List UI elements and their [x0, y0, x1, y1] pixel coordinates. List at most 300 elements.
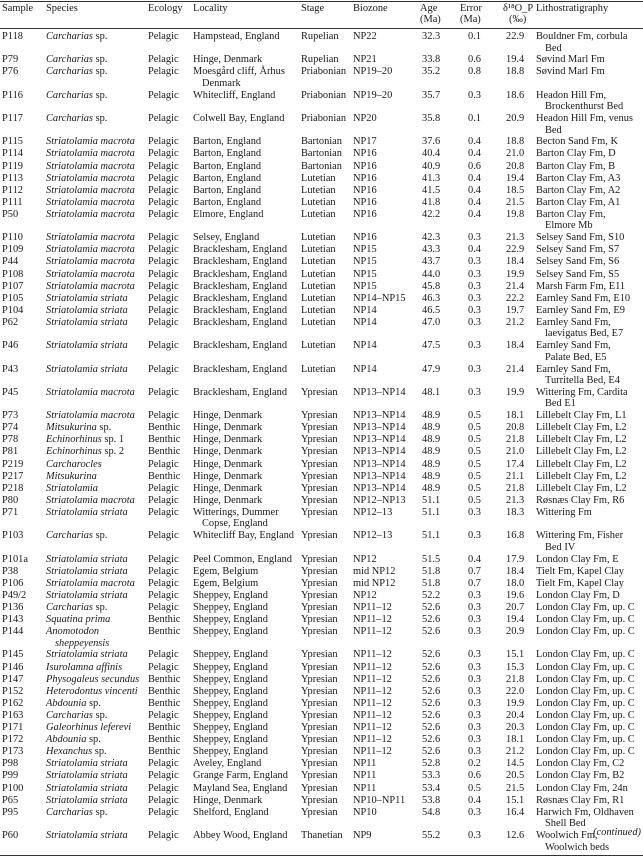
lithostratigraphy-cell: Headon Hill Fm, — [536, 89, 607, 101]
locality-cell: Hinge, Denmark — [193, 482, 263, 494]
stage-cell: Lutetian — [301, 208, 336, 220]
stage-cell: Lutetian — [301, 196, 336, 208]
d18o-cell: 19.4 — [506, 614, 525, 625]
biozone-cell: NP15 — [353, 256, 377, 268]
sample-cell: P219 — [2, 458, 24, 470]
biozone-cell: NP12 — [353, 553, 377, 565]
age-cell: 33.8 — [422, 54, 441, 66]
locality-cell: Denmark — [202, 77, 241, 89]
d18o-cell: 21.8 — [506, 434, 525, 446]
error-cell: 0.3 — [468, 340, 481, 352]
ecology-cell: Pelagic — [148, 794, 179, 806]
stage-cell: Ypresian — [301, 446, 338, 458]
ecology-cell: Pelagic — [148, 577, 179, 589]
stage-cell: Ypresian — [301, 661, 338, 673]
age-cell: 47.5 — [422, 340, 441, 352]
stage-cell: Ypresian — [301, 782, 338, 794]
species-cell — [46, 317, 128, 329]
d18o-cell: 17.9 — [506, 553, 525, 565]
locality-cell: Sheppey, England — [193, 626, 268, 638]
species-name: Striatolamia macrota — [46, 196, 135, 208]
lithostratigraphy-cell: Wittering Fm, Fisher — [536, 530, 624, 542]
species-cell — [46, 795, 128, 807]
ecology-cell: Pelagic — [148, 208, 179, 220]
species-name: Carcharias — [46, 601, 93, 613]
species-name: Striatolamia macrota — [46, 494, 135, 506]
biozone-cell: NP12–NP13 — [353, 494, 406, 506]
d18o-cell: 18.6 — [506, 89, 525, 101]
species-cell — [46, 614, 110, 626]
d18o-cell: 21.4 — [506, 363, 525, 375]
sample-cell: P107 — [2, 280, 24, 292]
stage-cell: Ypresian — [301, 422, 338, 434]
stage-cell: Ypresian — [301, 685, 338, 697]
lithostratigraphy-cell: London Clay Fm, up. C — [536, 601, 635, 613]
species-name: Striatolamia macrota — [46, 136, 135, 148]
species-name: Galeorhinus leferevi — [46, 722, 132, 733]
biozone-cell: NP11–12 — [353, 746, 392, 758]
sample-cell: P116 — [2, 89, 23, 101]
species-name: Striatolamia macrota — [46, 172, 135, 184]
sample-cell: P76 — [2, 66, 19, 78]
header-ecology: Ecology — [148, 3, 183, 14]
species-name: Striatolamia macrota — [46, 268, 135, 280]
ecology-cell: Pelagic — [148, 482, 179, 494]
species-cell — [46, 173, 135, 185]
d18o-cell: 18.5 — [506, 184, 525, 196]
lithostratigraphy-cell: Barton Clay Fm, A1 — [536, 196, 621, 208]
species-cell — [46, 459, 102, 471]
age-cell: 52.6 — [422, 734, 441, 746]
species-name: Echinorhinus — [46, 434, 102, 446]
species-cell — [46, 66, 107, 78]
sample-cell: P60 — [2, 830, 19, 841]
species-qualifier: sp. 1 — [101, 434, 125, 446]
locality-cell: Hinge, Denmark — [193, 410, 263, 422]
species-name: Abdounia — [46, 697, 87, 709]
lithostratigraphy-cell: Woolwich beds — [545, 841, 610, 853]
biozone-cell: NP12–13 — [353, 530, 393, 542]
species-name: Striatolamia macrota — [46, 386, 135, 398]
locality-cell: Whitecliff, England — [193, 89, 276, 101]
stage-cell: Rupelian — [301, 54, 339, 66]
ecology-cell: Pelagic — [148, 244, 179, 256]
lithostratigraphy-cell: Søvind Marl Fm — [536, 66, 605, 78]
lithostratigraphy-cell: Barton Clay Fm, A3 — [536, 172, 621, 184]
species-name: Striatolamia striata — [46, 292, 128, 304]
locality-cell: Mayland Sea, England — [193, 782, 288, 794]
species-qualifier: sp. — [92, 746, 107, 758]
error-cell: 0.3 — [468, 386, 481, 398]
sample-cell: P171 — [2, 722, 24, 733]
lithostratigraphy-cell: Lillebelt Clay Fm, L2 — [536, 482, 627, 494]
stage-cell: Lutetian — [301, 244, 336, 256]
sample-cell: P38 — [2, 565, 19, 577]
locality-cell: Witterings, Dummer — [193, 506, 279, 518]
species-cell — [46, 136, 135, 148]
d18o-cell: 18.4 — [506, 340, 525, 352]
stage-cell: Bartonian — [301, 160, 342, 172]
d18o-cell: 22.0 — [506, 685, 525, 697]
age-cell: 43.3 — [422, 244, 441, 256]
ecology-cell: Pelagic — [148, 494, 179, 506]
d18o-cell: 18.8 — [506, 136, 525, 148]
age-cell: 52.6 — [422, 661, 441, 673]
sample-cell: P118 — [2, 31, 23, 42]
locality-cell: Sheppey, England — [193, 649, 268, 661]
ecology-cell: Pelagic — [148, 758, 179, 770]
stage-cell: Ypresian — [301, 626, 338, 638]
lithostratigraphy-cell: Barton Clay Fm, B — [536, 160, 616, 172]
locality-cell: Hinge, Denmark — [193, 54, 263, 66]
age-cell: 48.9 — [422, 458, 441, 470]
d18o-cell: 21.4 — [506, 280, 525, 292]
d18o-cell: 16.8 — [506, 530, 525, 542]
locality-cell: Aveley, England — [193, 758, 262, 770]
age-cell: 52.6 — [422, 649, 441, 661]
sample-cell: P109 — [2, 244, 24, 256]
species-cell — [46, 783, 128, 795]
ecology-cell: Pelagic — [148, 136, 179, 148]
age-cell: 55.2 — [422, 830, 441, 841]
d18o-cell: 18.4 — [506, 256, 525, 268]
ecology-cell: Benthic — [148, 746, 181, 758]
ecology-cell: Pelagic — [148, 589, 179, 601]
biozone-cell: NP13–NP14 — [353, 422, 406, 434]
species-cell — [46, 649, 128, 661]
stage-cell: Thanetian — [301, 830, 343, 841]
stage-cell: Ypresian — [301, 614, 338, 625]
error-cell: 0.3 — [468, 316, 481, 328]
ecology-cell: Pelagic — [148, 316, 179, 328]
species-cell — [46, 293, 128, 305]
d18o-cell: 21.8 — [506, 673, 525, 685]
age-cell: 51.1 — [422, 506, 441, 518]
error-cell: 0.4 — [468, 208, 481, 220]
stage-cell: Ypresian — [301, 746, 338, 758]
lithostratigraphy-cell: Barton Clay Fm, — [536, 208, 606, 220]
age-cell: 48.9 — [422, 434, 441, 446]
d18o-cell: 22.9 — [506, 244, 525, 256]
biozone-cell: NP11–12 — [353, 661, 392, 673]
d18o-cell: 15.1 — [506, 649, 525, 661]
locality-cell: Bracklesham, England — [193, 316, 288, 328]
sample-cell: P143 — [2, 614, 24, 625]
sample-cell: P81 — [2, 446, 19, 458]
biozone-cell: NP9 — [353, 830, 372, 841]
species-cell — [46, 209, 135, 221]
ecology-cell: Benthic — [148, 697, 181, 709]
species-name: Striatolamia macrota — [46, 410, 135, 422]
error-cell: 0.4 — [468, 244, 481, 256]
ecology-cell: Pelagic — [148, 256, 179, 268]
age-cell: 47.9 — [422, 363, 441, 375]
lithostratigraphy-cell: Røsnæs Clay Fm, R1 — [536, 794, 625, 806]
sample-cell: P115 — [2, 136, 23, 148]
d18o-cell: 19.6 — [506, 589, 525, 601]
biozone-cell: NP11–12 — [353, 734, 392, 746]
d18o-cell: 20.8 — [506, 422, 525, 434]
species-name: Carcharocles — [46, 458, 102, 470]
locality-cell: Hinge, Denmark — [193, 494, 263, 506]
age-cell: 51.1 — [422, 494, 441, 506]
ecology-cell: Pelagic — [148, 386, 179, 398]
top-rule — [0, 1, 643, 2]
species-cell — [46, 340, 128, 352]
lithostratigraphy-cell: Marsh Farm Fm, E11 — [536, 280, 626, 292]
lithostratigraphy-cell: Headon Hill Fm, venus — [536, 113, 633, 124]
species-name: Striatolamia macrota — [46, 184, 135, 196]
ecology-cell: Pelagic — [148, 280, 179, 292]
species-name: Striatolamia macrota — [46, 256, 135, 268]
d18o-cell: 22.9 — [506, 31, 525, 42]
stage-cell: Ypresian — [301, 806, 338, 818]
species-qualifier: sp. — [92, 89, 108, 101]
d18o-cell: 22.2 — [506, 292, 525, 304]
locality-cell: Hinge, Denmark — [193, 458, 263, 470]
age-cell: 40.9 — [422, 160, 441, 172]
sample-cell: P145 — [2, 649, 24, 661]
biozone-cell: NP16 — [353, 160, 377, 172]
sample-cell: P117 — [2, 113, 23, 124]
d18o-cell: 18.8 — [506, 66, 525, 78]
locality-cell: Bracklesham, England — [193, 268, 288, 280]
error-cell: 0.3 — [468, 734, 481, 746]
d18o-cell: 21.3 — [506, 232, 525, 244]
species-name: Striatolamia striata — [46, 649, 128, 661]
d18o-cell: 20.8 — [506, 160, 525, 172]
biozone-cell: NP11–12 — [353, 626, 392, 638]
species-cell — [46, 387, 135, 399]
biozone-cell: NP11 — [353, 782, 377, 794]
d18o-cell: 19.4 — [506, 172, 525, 184]
error-cell: 0.3 — [468, 806, 481, 818]
header-d18o: δ¹⁸O_P — [503, 3, 534, 14]
lithostratigraphy-cell: London Clay Fm, up. C — [536, 709, 635, 721]
species-name: Carcharias — [46, 113, 93, 124]
locality-cell: Bracklesham, England — [193, 340, 288, 352]
species-cell — [46, 483, 98, 495]
species-cell — [46, 113, 107, 125]
header-lithostratigraphy: Lithostratigraphy — [536, 3, 609, 14]
d18o-cell: 21.0 — [506, 446, 525, 458]
species-name: Striatolamia macrota — [46, 232, 135, 244]
lithostratigraphy-cell: London Clay Fm, up. C — [536, 746, 635, 758]
lithostratigraphy-cell: Selsey Sand Fm, S5 — [536, 268, 620, 280]
species-cell — [46, 554, 128, 566]
age-cell: 35.8 — [422, 113, 441, 124]
ecology-cell: Pelagic — [148, 709, 179, 721]
biozone-cell: NP14–NP15 — [353, 292, 406, 304]
species-line-2: sheppeyensis — [55, 637, 110, 649]
error-cell: 0.3 — [468, 232, 481, 244]
lithostratigraphy-cell: London Clay Fm, C2 — [536, 758, 625, 770]
stage-cell: Lutetian — [301, 232, 336, 244]
lithostratigraphy-cell: Lillebelt Clay Fm, L2 — [536, 434, 627, 446]
error-cell: 0.3 — [468, 649, 481, 661]
error-cell: 0.3 — [468, 268, 481, 280]
d18o-cell: 19.9 — [506, 386, 525, 398]
stage-cell: Lutetian — [301, 184, 336, 196]
d18o-cell: 20.9 — [506, 113, 525, 124]
species-cell — [46, 746, 107, 758]
biozone-cell: NP12–13 — [353, 506, 393, 518]
error-cell: 0.5 — [468, 410, 481, 422]
ecology-cell: Pelagic — [148, 340, 179, 352]
locality-cell: Sheppey, England — [193, 746, 268, 758]
age-cell: 41.8 — [422, 196, 441, 208]
stage-cell: Ypresian — [301, 482, 338, 494]
sample-cell: P46 — [2, 340, 19, 352]
ecology-cell: Pelagic — [148, 649, 179, 661]
locality-cell: Bracklesham, England — [193, 292, 288, 304]
biozone-cell: NP21 — [353, 54, 377, 66]
stage-cell: Lutetian — [301, 172, 336, 184]
species-cell — [46, 807, 107, 819]
ecology-cell: Pelagic — [148, 661, 179, 673]
age-cell: 48.9 — [422, 422, 441, 434]
ecology-cell: Pelagic — [148, 565, 179, 577]
locality-cell: Sheppey, England — [193, 685, 268, 697]
sample-cell: P163 — [2, 709, 24, 721]
species-name: Striatolamia striata — [46, 363, 128, 375]
error-cell: 0.3 — [468, 722, 481, 733]
ecology-cell: Pelagic — [148, 268, 179, 280]
ecology-cell: Benthic — [148, 626, 181, 638]
ecology-cell: Benthic — [148, 446, 181, 458]
lithostratigraphy-cell: London Clay Fm, up. C — [536, 661, 635, 673]
species-name: Abdounia — [46, 734, 87, 746]
locality-cell: Barton, England — [193, 160, 262, 172]
species-cell — [46, 422, 111, 434]
locality-cell: Sheppey, England — [193, 661, 268, 673]
sample-cell: P45 — [2, 386, 19, 398]
sample-cell: P162 — [2, 697, 24, 709]
stage-cell: Ypresian — [301, 530, 338, 542]
locality-cell: Whitecliff Bay, England — [193, 530, 294, 542]
d18o-cell: 21.3 — [506, 494, 525, 506]
d18o-cell: 18.1 — [506, 410, 525, 422]
sample-cell: P136 — [2, 601, 24, 613]
error-cell: 0.6 — [468, 770, 481, 782]
ecology-cell: Pelagic — [148, 830, 179, 841]
age-cell: 43.7 — [422, 256, 441, 268]
lithostratigraphy-cell: Palate Bed, E5 — [545, 351, 607, 363]
stage-cell: Ypresian — [301, 770, 338, 782]
stage-cell: Lutetian — [301, 256, 336, 268]
ecology-cell: Pelagic — [148, 232, 179, 244]
locality-cell: Barton, England — [193, 184, 262, 196]
header-stage: Stage — [301, 3, 325, 14]
age-cell: 42.3 — [422, 232, 441, 244]
age-cell: 32.3 — [422, 31, 441, 42]
stage-cell: Ypresian — [301, 649, 338, 661]
lithostratigraphy-cell: Earnley Sand Fm, E10 — [536, 292, 631, 304]
ecology-cell: Pelagic — [148, 530, 179, 542]
error-cell: 0.3 — [468, 709, 481, 721]
stage-cell: Lutetian — [301, 304, 336, 316]
lithostratigraphy-cell: London Clay Fm, up. C — [536, 697, 635, 709]
locality-cell: Sheppey, England — [193, 722, 268, 733]
species-qualifier: sp. 2 — [101, 446, 125, 458]
sample-cell: P172 — [2, 734, 24, 746]
header-locality: Locality — [193, 3, 228, 14]
species-name: Carcharias — [46, 530, 93, 542]
sample-cell: P217 — [2, 470, 24, 482]
locality-cell: Hampstead, England — [193, 31, 280, 42]
ecology-cell: Pelagic — [148, 410, 179, 422]
lithostratigraphy-cell: Elmore Mb — [545, 220, 593, 232]
lithostratigraphy-cell: Barton Clay Fm, D — [536, 148, 616, 160]
biozone-cell: NP15 — [353, 244, 377, 256]
error-cell: 0.5 — [468, 434, 481, 446]
locality-cell: Sheppey, England — [193, 601, 268, 613]
age-cell: 48.1 — [422, 386, 441, 398]
biozone-cell: NP11–12 — [353, 722, 392, 733]
ecology-cell: Pelagic — [148, 113, 179, 124]
species-qualifier: sp. — [86, 697, 101, 709]
error-cell: 0.1 — [468, 31, 481, 42]
stage-cell: Bartonian — [301, 136, 342, 148]
ecology-cell: Pelagic — [148, 148, 179, 160]
header-rule — [0, 28, 643, 29]
age-cell: 53.3 — [422, 770, 441, 782]
stage-cell: Ypresian — [301, 458, 338, 470]
lithostratigraphy-cell: Bed — [545, 42, 562, 54]
error-cell: 0.7 — [468, 565, 481, 577]
species-name: Striatolamia macrota — [46, 577, 135, 589]
species-cell — [46, 674, 139, 686]
stage-cell: Ypresian — [301, 697, 338, 709]
age-cell: 52.6 — [422, 697, 441, 709]
stage-cell: Ypresian — [301, 386, 338, 398]
lithostratigraphy-cell: Selsey Sand Fm, S6 — [536, 256, 620, 268]
sample-cell: P218 — [2, 482, 24, 494]
lithostratigraphy-cell: Selsey Sand Fm, S7 — [536, 244, 620, 256]
stage-cell: Ypresian — [301, 434, 338, 446]
species-name: Striatolamia striata — [46, 316, 128, 328]
sample-cell: P101a — [2, 553, 28, 565]
biozone-cell: NP11–12 — [353, 673, 392, 685]
sample-cell: P111 — [2, 196, 23, 208]
header-error-unit: (Ma) — [460, 14, 481, 25]
ecology-cell: Pelagic — [148, 304, 179, 316]
ecology-cell: Pelagic — [148, 458, 179, 470]
stage-cell: Priabonian — [301, 66, 347, 78]
error-cell: 0.3 — [468, 280, 481, 292]
biozone-cell: NP16 — [353, 184, 377, 196]
age-cell: 51.5 — [422, 553, 441, 565]
biozone-cell: NP11–12 — [353, 601, 392, 613]
species-cell — [46, 602, 107, 614]
biozone-cell: NP16 — [353, 208, 377, 220]
ecology-cell: Pelagic — [148, 66, 179, 78]
d18o-cell: 19.9 — [506, 268, 525, 280]
d18o-cell: 15.3 — [506, 661, 525, 673]
age-cell: 54.8 — [422, 806, 441, 818]
locality-cell: Sheppey, England — [193, 734, 268, 746]
stage-cell: Bartonian — [301, 148, 342, 160]
biozone-cell: NP22 — [353, 31, 377, 42]
locality-cell: Bracklesham, England — [193, 280, 288, 292]
lithostratigraphy-cell: Becton Sand Fm, K — [536, 136, 618, 148]
biozone-cell: NP11–12 — [353, 685, 392, 697]
species-name: Physogaleus secundus — [46, 673, 140, 685]
d18o-cell: 20.4 — [506, 709, 525, 721]
locality-cell: Hinge, Denmark — [193, 470, 263, 482]
biozone-cell: NP19–20 — [353, 89, 393, 101]
biozone-cell: NP13–NP14 — [353, 482, 406, 494]
